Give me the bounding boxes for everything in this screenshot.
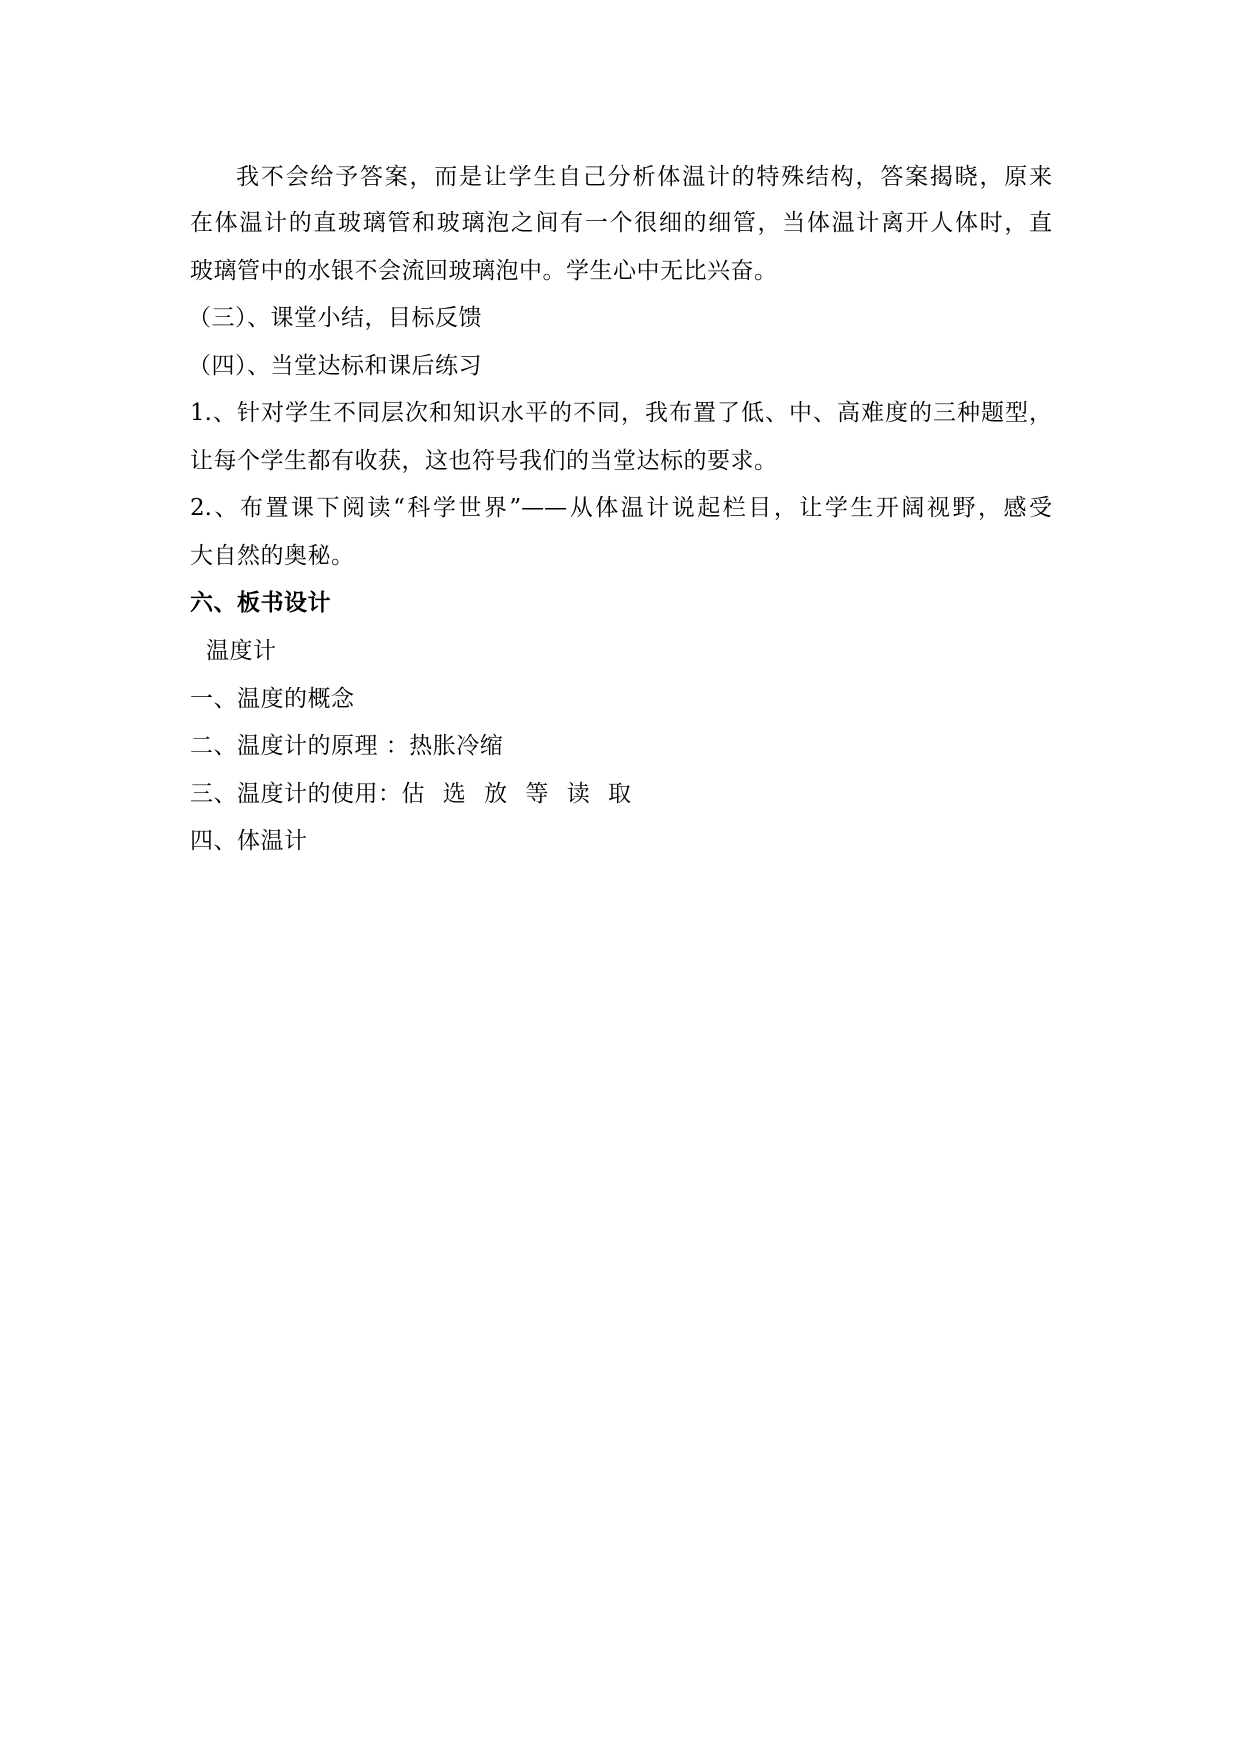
exercise-item-1-line-1: 1.、针对学生不同层次和知识水平的不同，我布置了低、中、高难度的三种题型，: [190, 400, 1052, 426]
paragraph-line-3: 玻璃管中的水银不会流回玻璃泡中。学生心中无比兴奋。: [190, 258, 778, 284]
board-point-4: 四、体温计: [190, 828, 308, 854]
exercise-item-2-line-2: 大自然的奥秘。: [190, 543, 355, 569]
board-title: 温度计: [206, 638, 277, 664]
paragraph-line-2: 在体温计的直玻璃管和玻璃泡之间有一个很细的细管，当体温计离开人体时，直: [190, 210, 1052, 236]
section-heading-4: （四）、当堂达标和课后练习: [188, 353, 482, 379]
exercise-item-1-line-2: 让每个学生都有收获，这也符号我们的当堂达标的要求。: [190, 448, 778, 474]
exercise-item-2-line-1: 2.、布置课下阅读“科学世界”——从体温计说起栏目，让学生开阔视野，感受: [190, 495, 1052, 521]
section-heading-3: （三）、课堂小结，目标反馈: [188, 305, 482, 331]
board-point-1: 一、温度的概念: [190, 686, 355, 712]
board-point-3: 三、温度计的使用：估 选 放 等 读 取: [190, 781, 632, 807]
section-heading-6: 六、板书设计: [190, 590, 331, 616]
paragraph-line-1: 我不会给予答案，而是让学生自己分析体温计的特殊结构，答案揭晓，原来: [236, 164, 1052, 190]
board-point-2: 二、温度计的原理 ：热胀冷缩: [190, 733, 504, 759]
